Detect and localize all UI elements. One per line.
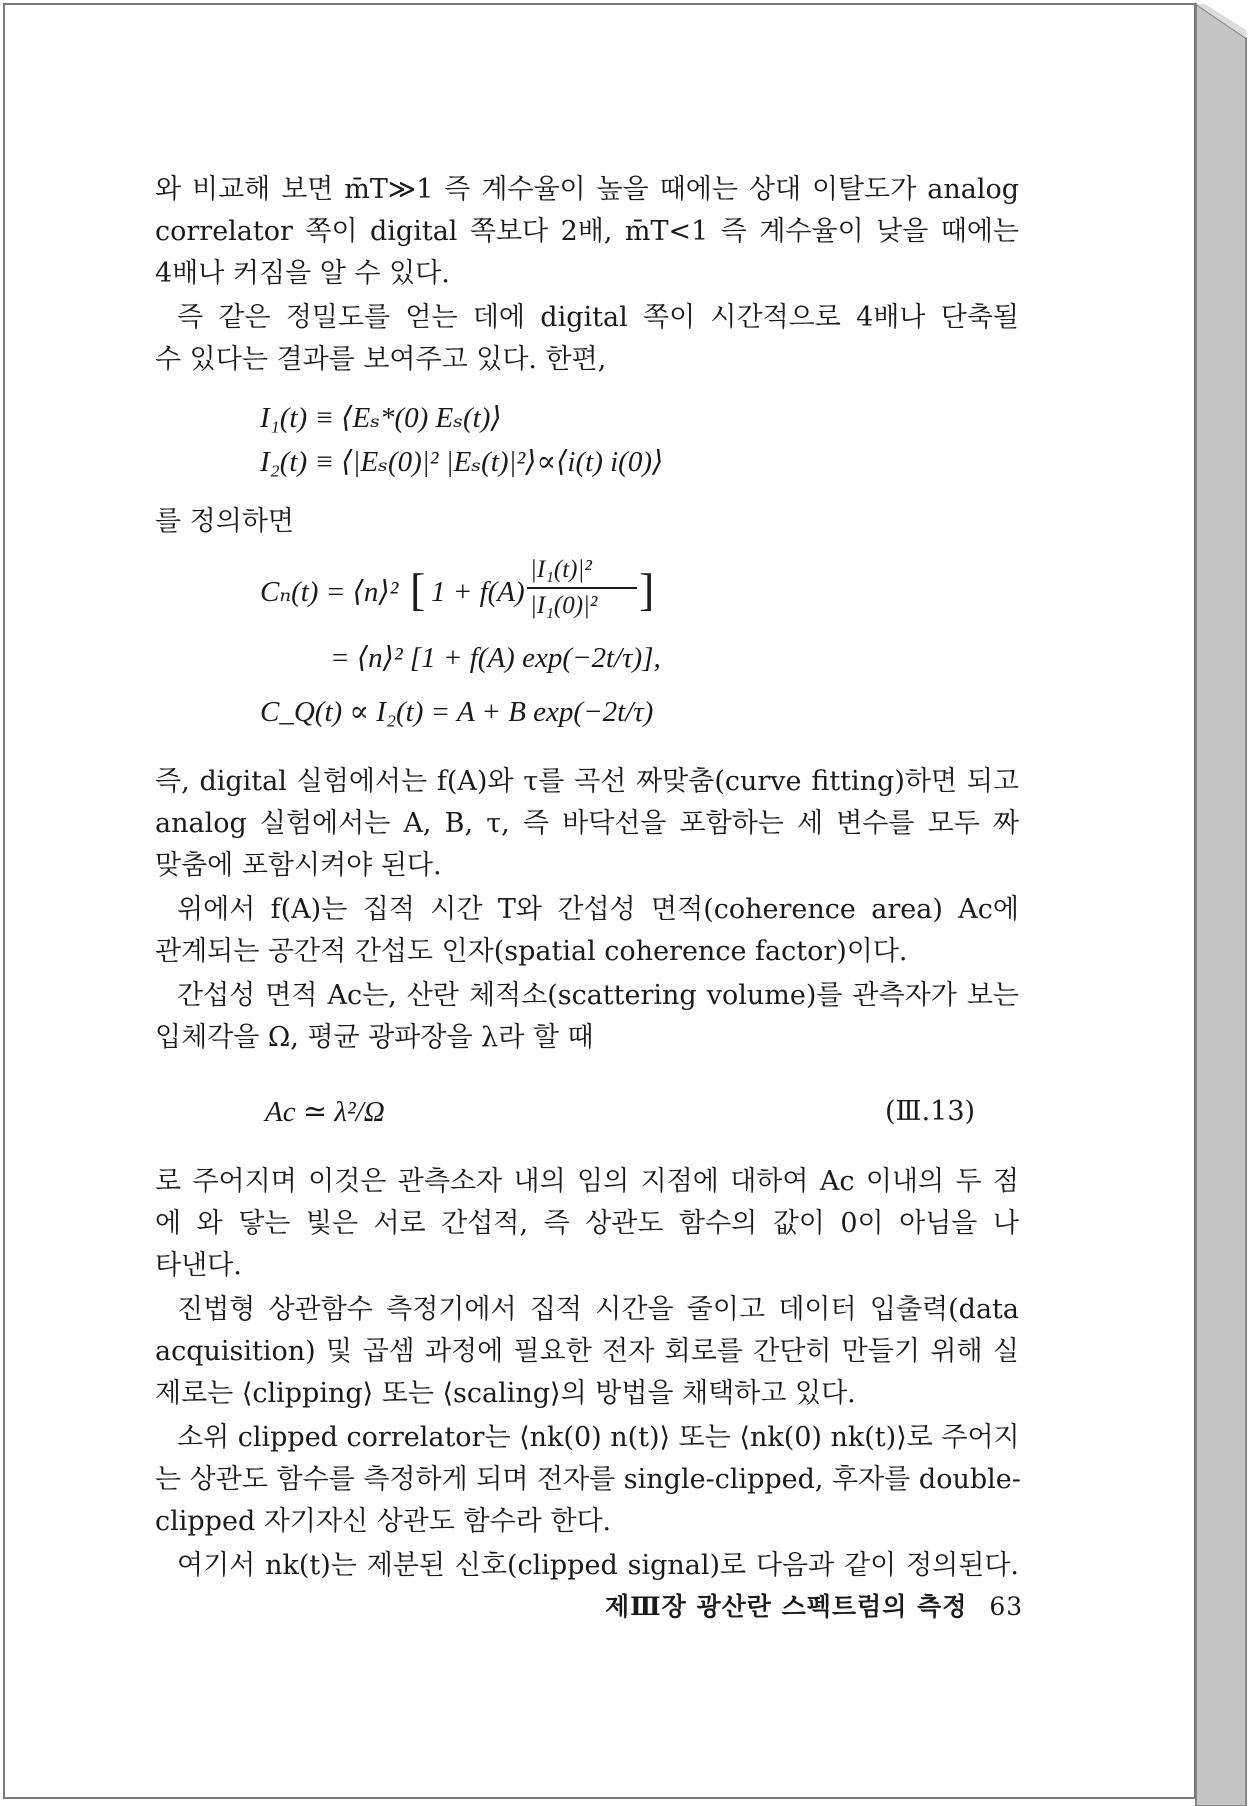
text-line: analog 실험에서는 A, B, τ, 즉 바닥선을 포함하는 세 변수를 모두 짜 (155, 808, 1019, 839)
equation-ac: Ac ≃ λ²/Ω (265, 1096, 385, 1128)
text-line: 즉, digital 실험에서는 f(A)와 τ를 곡선 짜맞춤(curve fitting)하면 되고 (155, 766, 1019, 797)
text-line: 소위 clipped correlator는 ⟨nk(0) n(t)⟩ 또는 ⟨nk(0) nk(t)⟩로 주어지 (177, 1422, 1020, 1453)
equation-cq: C_Q(t) ∝ I₂(t) = A + B exp(−2t/τ) (260, 696, 654, 728)
text-line: 는 상관도 함수를 측정하게 되며 전자를 single-clipped, 후자를 double- (155, 1464, 1021, 1495)
text-line: 입체각을 Ω, 평균 광파장을 λ라 할 때 (155, 1022, 594, 1053)
text-line: 진법형 상관함수 측정기에서 집적 시간을 줄이고 데이터 입출력(data (177, 1294, 1019, 1325)
text-line: 타낸다. (155, 1250, 242, 1281)
text-line: 제로는 ⟨clipping⟩ 또는 ⟨scaling⟩의 방법을 채택하고 있다. (155, 1378, 856, 1409)
page-footer (605, 1587, 1023, 1623)
text-line: 위에서 f(A)는 집적 시간 T와 간섭성 면적(coherence area) Ac에 (177, 894, 1019, 925)
text-line: 간섭성 면적 Ac는, 산란 체적소(scattering volume)를 관측자가 보는 (177, 980, 1019, 1011)
fraction-bar (527, 587, 637, 589)
fraction-numerator: |I₁(t)|² (530, 556, 592, 583)
equation-i2: I₂(t) ≡ ⟨|Eₛ(0)|² |Eₛ(t)|²⟩∝⟨i(t) i(0)⟩ (260, 446, 664, 478)
running-head: 제Ⅲ장 광산란 스펙트럼의 측정 (605, 1592, 968, 1621)
equation-number: (Ⅲ.13) (885, 1096, 976, 1127)
right-bracket: ] (639, 564, 655, 615)
text-line: 에 와 닿는 빛은 서로 간섭적, 즉 상관도 함수의 값이 0이 아님을 나 (155, 1208, 1019, 1239)
text-line: acquisition) 및 곱셈 과정에 필요한 전자 회로를 간단히 만들기 위해 실 (155, 1336, 1019, 1367)
equation-cn-lhs: Cₙ(t) = ⟨n⟩² (260, 576, 399, 608)
text-line: 여기서 nk(t)는 제분된 신호(clipped signal)로 다음과 같이 정의된다. (177, 1550, 1019, 1581)
text-line: 수 있다는 결과를 보여주고 있다. 한편, (155, 344, 607, 375)
text-line: correlator 쪽이 digital 쪽보다 2배, m̄T<1 즉 계수율이 낮을 때에는 (155, 216, 1019, 247)
text-line: 로 주어지며 이것은 관측소자 내의 임의 지점에 대하여 Ac 이내의 두 점 (155, 1166, 1019, 1197)
text-line: 즉 같은 정밀도를 얻는 데에 digital 쪽이 시간적으로 4배나 단축될 (177, 302, 1019, 333)
text-line: 4배나 커짐을 알 수 있다. (155, 258, 450, 289)
text-line: 를 정의하면 (155, 506, 294, 537)
text-line: clipped 자기자신 상관도 함수라 한다. (155, 1506, 612, 1537)
text-line: 맞춤에 포함시켜야 된다. (155, 850, 442, 881)
text-line: 관계되는 공간적 간섭도 인자(spatial coherence factor)이다. (155, 936, 908, 967)
page-number: 63 (989, 1592, 1024, 1621)
equation-cn-mid: 1 + f(A) (431, 576, 525, 608)
book-page (3, 3, 1196, 1799)
equation-cn2: = ⟨n⟩² [1 + f(A) exp(−2t/τ)], (330, 642, 661, 674)
equation-i1: I₁(t) ≡ ⟨Eₛ*(0) Eₛ(t)⟩ (260, 402, 502, 434)
fraction-denominator: |I₁(0)|² (530, 592, 598, 619)
text-line: 와 비교해 보면 m̄T≫1 즉 계수율이 높을 때에는 상대 이탈도가 analog (155, 174, 1019, 205)
left-bracket: [ (410, 564, 426, 615)
